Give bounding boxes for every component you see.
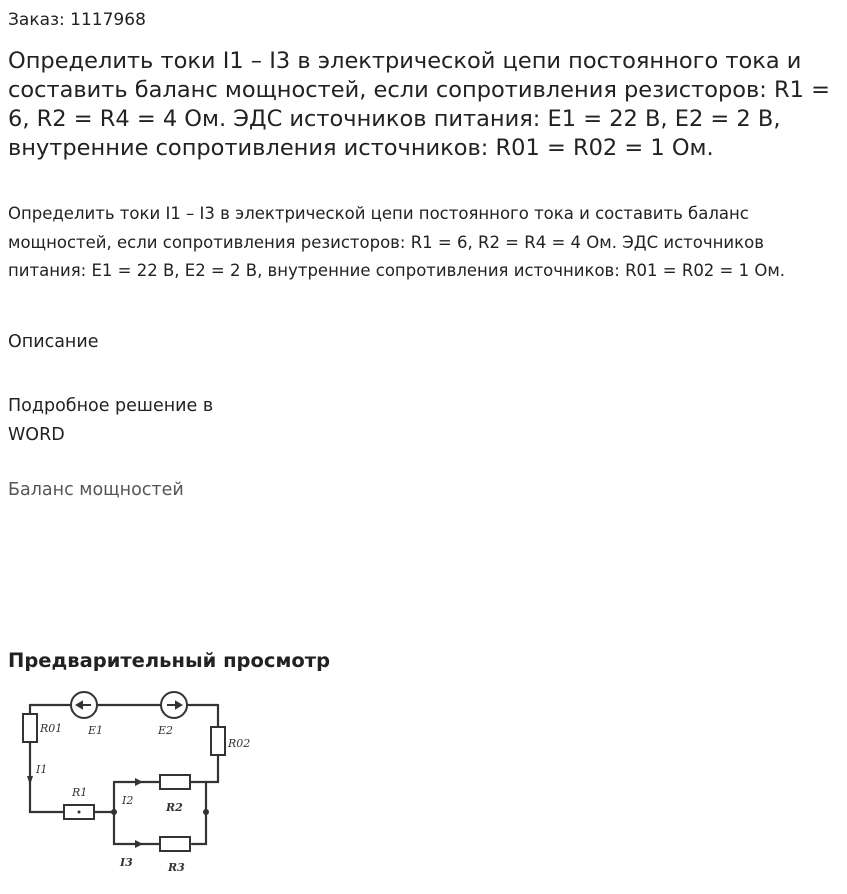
label-e1: E1 bbox=[88, 724, 104, 737]
description-heading: Описание bbox=[8, 332, 99, 352]
task-title: Определить токи I1 – I3 в электрической цепи постоянного тока и составить баланс мощностей, если сопротивления резисторов: R1 = 6, R2 = R4 = 4 Ом. ЭДС источников питания: E1 = 22 B, E2 = 2 B, внутренние сопротивления источников: R01 = R02 = 1 Ом. bbox=[8, 48, 830, 161]
label-r2: R2 bbox=[166, 801, 183, 814]
emf-e1-symbol bbox=[71, 692, 97, 718]
label-i3: I3 bbox=[120, 856, 133, 869]
label-r02: R02 bbox=[228, 737, 251, 750]
circuit-wire-branches bbox=[94, 782, 206, 844]
resistor-r2 bbox=[160, 775, 190, 789]
resistor-r3 bbox=[160, 837, 190, 851]
circuit-preview-image bbox=[16, 686, 256, 876]
label-i1: I1 bbox=[36, 763, 48, 776]
task-description: Определить токи I1 – I3 в электрической цепи постоянного тока и составить баланс мощностей, если сопротивления резисторов: R1 = 6, R2 = R4 = 4 Ом. ЭДС источников питания: E1 = 22 B, E2 = 2 B, внутренние сопротивления источников: R01 = R02 = 1 Ом. bbox=[8, 204, 786, 280]
preview-heading: Предварительный просмотр bbox=[8, 649, 331, 672]
order-number: Заказ: 1117968 bbox=[8, 10, 146, 30]
emf-e2-symbol bbox=[161, 692, 187, 718]
power-balance-text: Баланс мощностей bbox=[8, 480, 184, 500]
label-i2: I2 bbox=[122, 794, 134, 807]
circuit-wire-right bbox=[192, 705, 218, 844]
label-r3: R3 bbox=[168, 861, 185, 874]
label-r01: R01 bbox=[40, 722, 63, 735]
solution-format-text: Подробное решение в WORD bbox=[8, 396, 214, 445]
resistor-r01 bbox=[23, 714, 37, 742]
resistor-r02 bbox=[211, 727, 225, 755]
label-e2: E2 bbox=[158, 724, 174, 737]
label-r1: R1 bbox=[72, 786, 88, 799]
